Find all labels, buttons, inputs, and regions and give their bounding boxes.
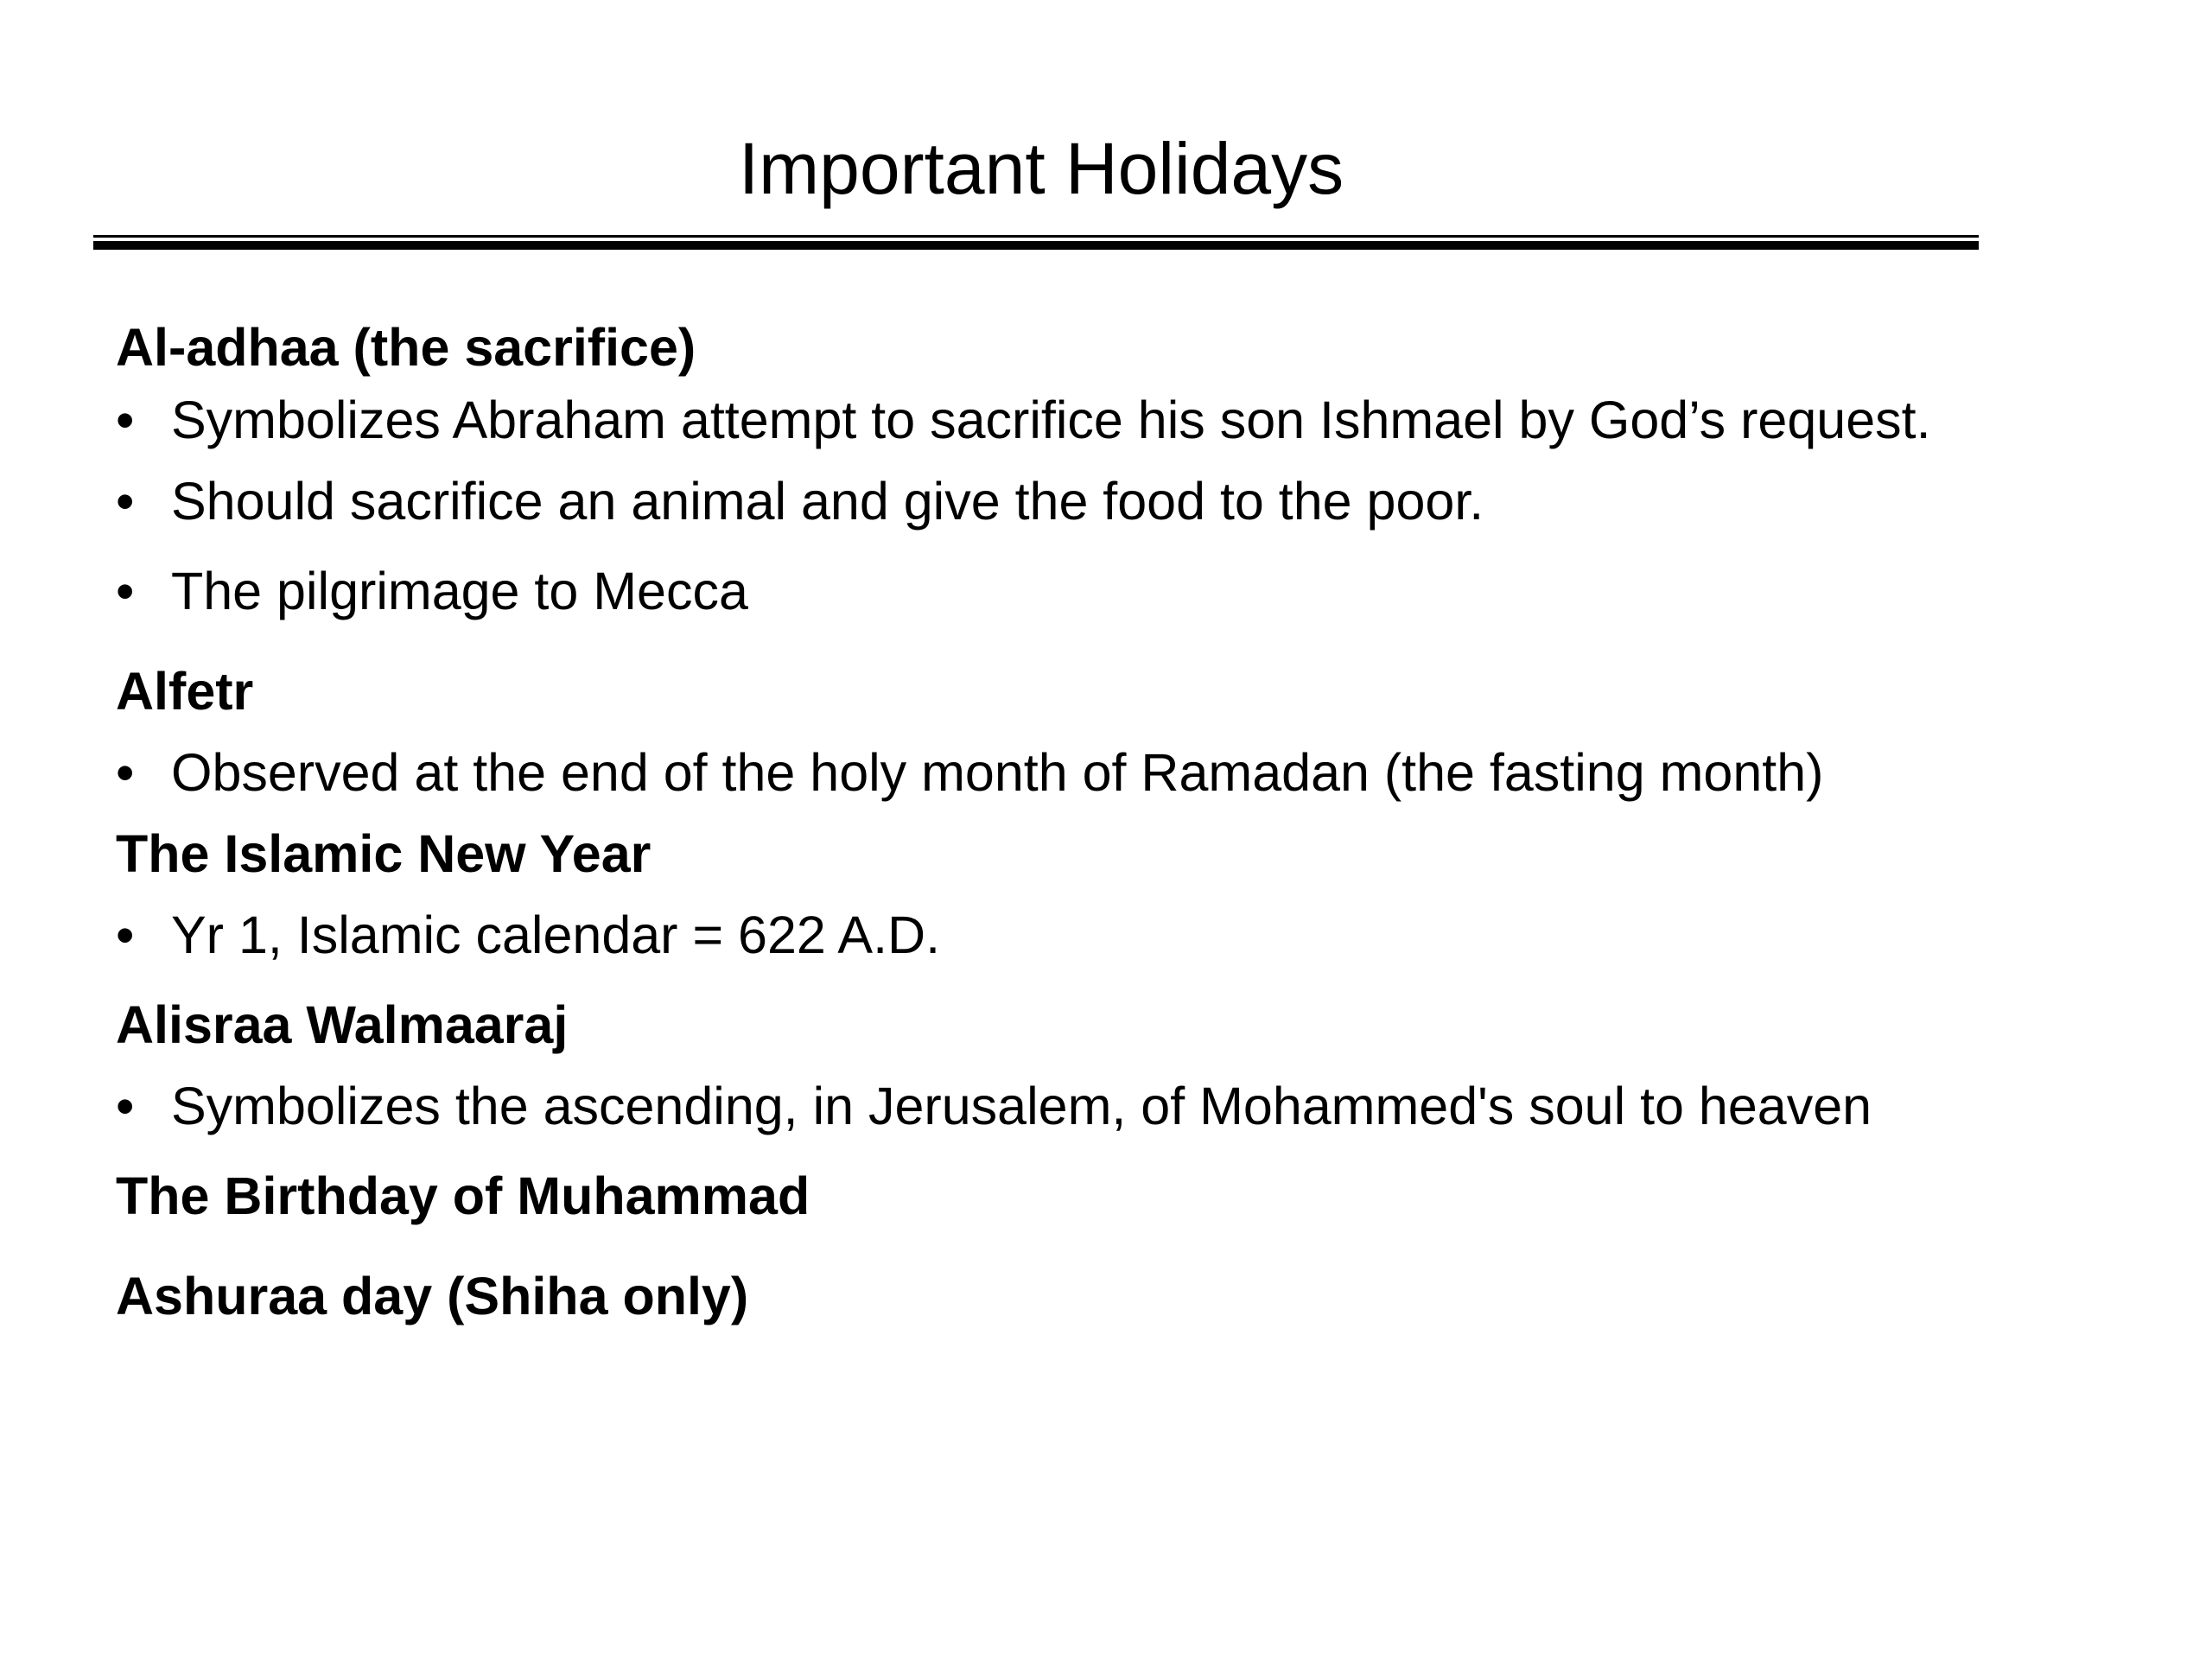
bullet-icon: • xyxy=(116,472,135,531)
section-heading-islamic-new-year: The Islamic New Year xyxy=(116,824,652,883)
title-divider-thin xyxy=(93,235,1979,238)
bullet-text: Should sacrifice an animal and give the food to the poor. xyxy=(171,472,1484,531)
list-item xyxy=(116,467,2129,536)
bullet-text: The pilgrimage to Mecca xyxy=(171,562,748,620)
list-item xyxy=(116,1071,2129,1141)
slide-title: Important Holidays xyxy=(738,128,1344,209)
section-heading-alfetr: Alfetr xyxy=(116,662,254,721)
list-item xyxy=(116,738,2129,807)
section-heading-alisraa-walmaaraj: Alisraa Walmaaraj xyxy=(116,995,569,1054)
bullet-icon: • xyxy=(116,391,135,449)
bullet-text: Symbolizes the ascending, in Jerusalem, of Mohammed's soul to heaven xyxy=(171,1077,1872,1135)
bullet-icon: • xyxy=(116,562,135,620)
bullet-text: Symbolizes Abraham attempt to sacrifice his son Ishmael by God’s request. xyxy=(171,391,1931,449)
section-heading-al-adhaa: Al-adhaa (the sacrifice) xyxy=(116,318,696,377)
bullet-icon: • xyxy=(116,906,135,964)
slide-content xyxy=(116,313,2129,1331)
bullet-list-islamic-new-year xyxy=(116,900,2129,969)
section-heading-birthday-of-muhammad: The Birthday of Muhammad xyxy=(116,1166,810,1225)
title-divider-thick xyxy=(93,241,1979,250)
list-item xyxy=(116,900,2129,969)
bullet-text: Observed at the end of the holy month of Ramadan (the fasting month) xyxy=(171,743,1824,802)
bullet-icon: • xyxy=(116,1077,135,1135)
bullet-list-alfetr xyxy=(116,738,2129,807)
section-heading-ashuraa-day: Ashuraa day (Shiha only) xyxy=(116,1267,749,1325)
bullet-list-al-adhaa xyxy=(116,385,2129,626)
bullet-list-alisraa-walmaaraj xyxy=(116,1071,2129,1141)
list-item xyxy=(116,556,2129,626)
bullet-icon: • xyxy=(116,743,135,802)
list-item xyxy=(116,385,2129,454)
bullet-text: Yr 1, Islamic calendar = 622 A.D. xyxy=(171,906,941,964)
